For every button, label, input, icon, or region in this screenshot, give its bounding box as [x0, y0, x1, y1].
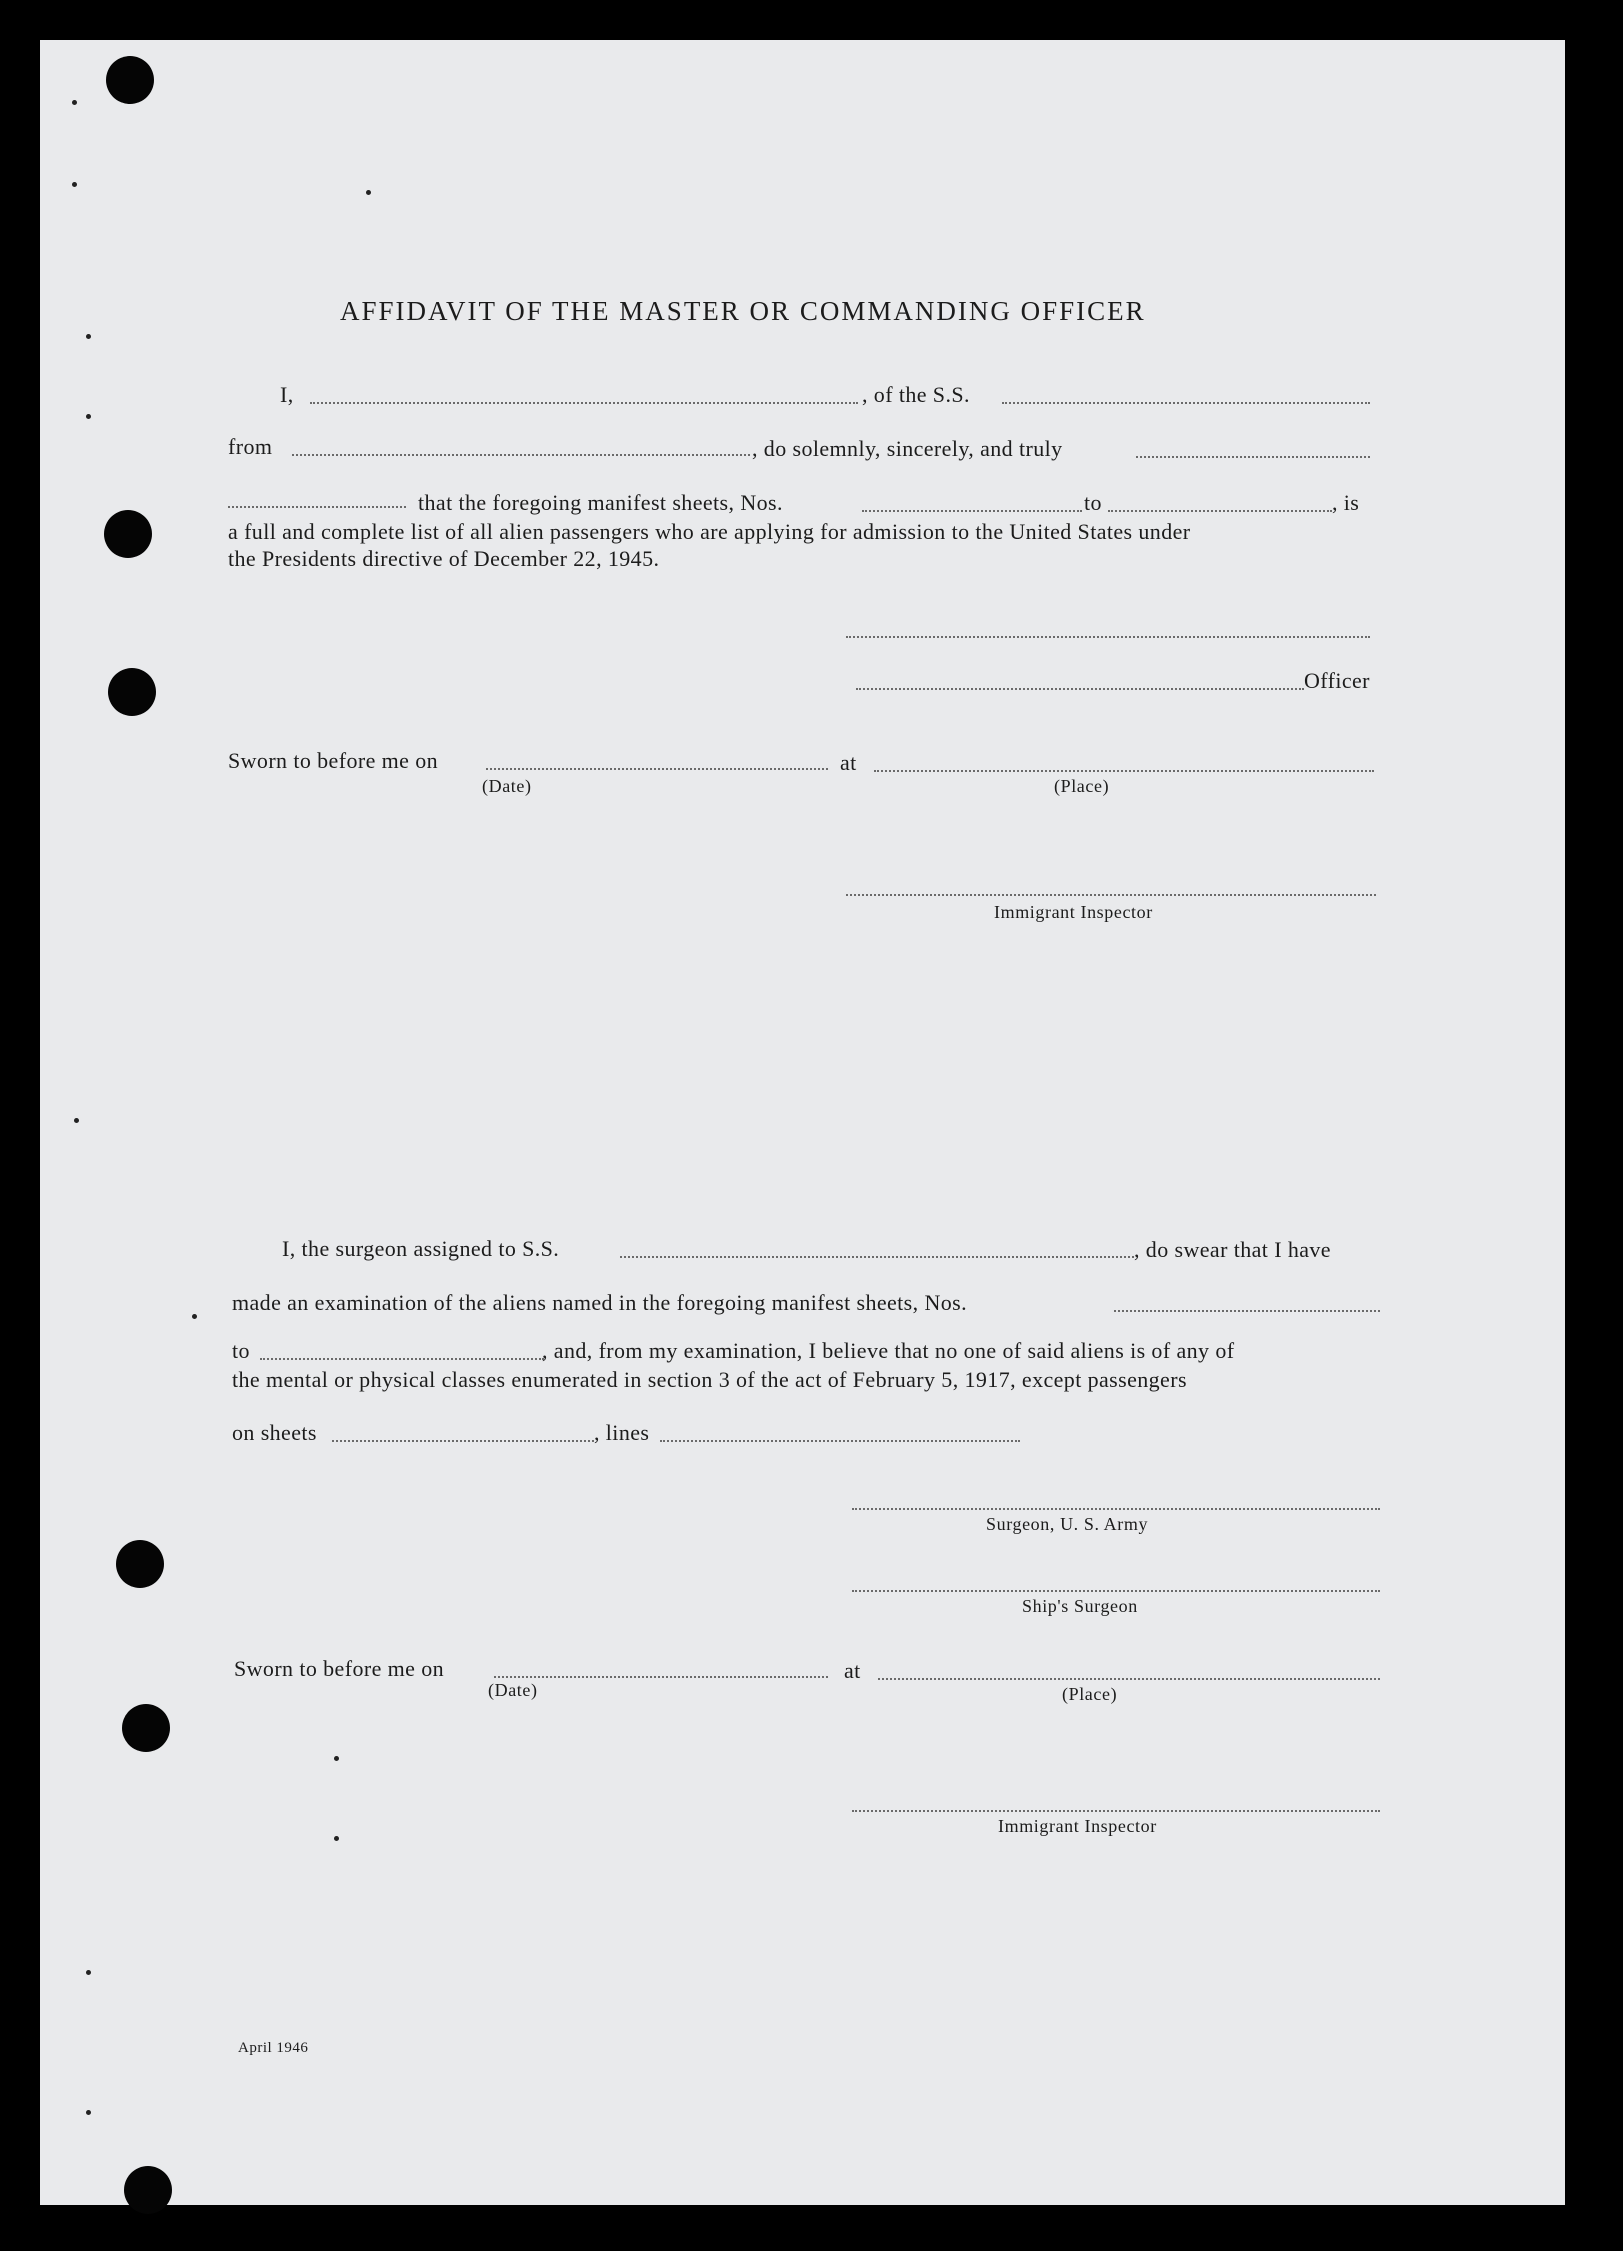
to-label: to	[1084, 490, 1102, 515]
page-title: AFFIDAVIT OF THE MASTER OR COMMANDING OFFICER	[340, 296, 1146, 326]
surgeon-at-label: at	[844, 1658, 861, 1683]
speck	[86, 334, 91, 339]
speck	[192, 1314, 197, 1319]
surgeon-date-caption: (Date)	[488, 1680, 538, 1700]
surgeon-place-caption: (Place)	[1062, 1684, 1118, 1704]
surgeon-inspector-signature-field[interactable]	[852, 1810, 1380, 1812]
ship-surgeon-signature-field[interactable]	[852, 1590, 1380, 1592]
surgeon-sworn-label: Sworn to before me on	[234, 1656, 445, 1681]
army-surgeon-signature-field[interactable]	[852, 1508, 1380, 1510]
speck	[72, 100, 77, 105]
surgeon-line-4: the mental or physical classes enumerated in section 3 of the act of February 5, 1917, except passengers	[232, 1367, 1187, 1392]
master-signature-field[interactable]	[846, 636, 1370, 638]
punch-hole	[124, 2166, 172, 2214]
inspector-caption: Immigrant Inspector	[994, 902, 1153, 922]
form-date: April 1946	[238, 2040, 309, 2056]
at-label: at	[840, 750, 857, 775]
surgeon-ship-field[interactable]	[620, 1256, 1134, 1258]
of-ss-label: , of the S.S.	[862, 382, 970, 407]
sworn-label: Sworn to before me on	[228, 748, 439, 773]
surgeon-sheet-from-field[interactable]	[1114, 1310, 1380, 1312]
form-page	[40, 40, 1565, 2205]
is-label: , is	[1332, 490, 1360, 515]
speck	[86, 2110, 91, 2115]
officer-signature-field[interactable]	[856, 688, 1304, 690]
punch-hole	[122, 1704, 170, 1752]
surgeon-sheet-to-field[interactable]	[260, 1358, 544, 1360]
sheet-from-field[interactable]	[862, 510, 1082, 512]
lines-field[interactable]	[660, 1440, 1020, 1442]
speck	[86, 1970, 91, 1975]
master-i-label: I,	[280, 382, 294, 407]
master-name-field[interactable]	[310, 402, 858, 404]
from-port-field[interactable]	[292, 454, 750, 456]
swear-field[interactable]	[1136, 456, 1370, 458]
date-caption: (Date)	[482, 776, 532, 796]
sworn-place-field[interactable]	[874, 770, 1374, 772]
manifest-sheets-label: that the foregoing manifest sheets, Nos.	[418, 490, 783, 515]
inspector-signature-field[interactable]	[846, 894, 1376, 896]
surgeon-inspector-caption: Immigrant Inspector	[998, 1816, 1157, 1836]
army-surgeon-caption: Surgeon, U. S. Army	[986, 1514, 1149, 1534]
sworn-date-field[interactable]	[486, 768, 828, 770]
statement-line-2: a full and complete list of all alien passengers who are applying for admission to the United States under	[228, 519, 1191, 544]
sheet-to-field[interactable]	[1108, 510, 1332, 512]
lines-label: , lines	[594, 1420, 650, 1445]
punch-hole	[108, 668, 156, 716]
punch-hole	[104, 510, 152, 558]
surgeon-line-1a: I, the surgeon assigned to S.S.	[282, 1236, 560, 1261]
speck	[72, 182, 77, 187]
surgeon-line-1b: , do swear that I have	[1134, 1237, 1331, 1262]
on-sheets-field[interactable]	[332, 1440, 594, 1442]
ship-surgeon-caption: Ship's Surgeon	[1022, 1596, 1138, 1616]
speck	[366, 190, 371, 195]
surgeon-sworn-place-field[interactable]	[878, 1678, 1380, 1680]
surgeon-line-2: made an examination of the aliens named in the foregoing manifest sheets, Nos.	[232, 1290, 967, 1315]
punch-hole	[106, 56, 154, 104]
statement-line-3: the Presidents directive of December 22, 1945.	[228, 546, 660, 571]
do-solemnly-label: , do solemnly, sincerely, and truly	[752, 436, 1063, 461]
on-sheets-label: on sheets	[232, 1420, 317, 1445]
surgeon-line-3b: , and, from my examination, I believe that no one of said aliens is of any of	[542, 1338, 1235, 1363]
officer-label: Officer	[1304, 668, 1370, 693]
from-label: from	[228, 434, 273, 459]
punch-hole	[116, 1540, 164, 1588]
place-caption: (Place)	[1054, 776, 1110, 796]
speck	[74, 1118, 79, 1123]
surgeon-sworn-date-field[interactable]	[494, 1676, 828, 1678]
ship-name-field[interactable]	[1002, 402, 1370, 404]
speck	[334, 1756, 339, 1761]
speck	[86, 414, 91, 419]
surgeon-to-label: to	[232, 1338, 250, 1363]
affirm-field[interactable]	[228, 506, 406, 508]
speck	[334, 1836, 339, 1841]
